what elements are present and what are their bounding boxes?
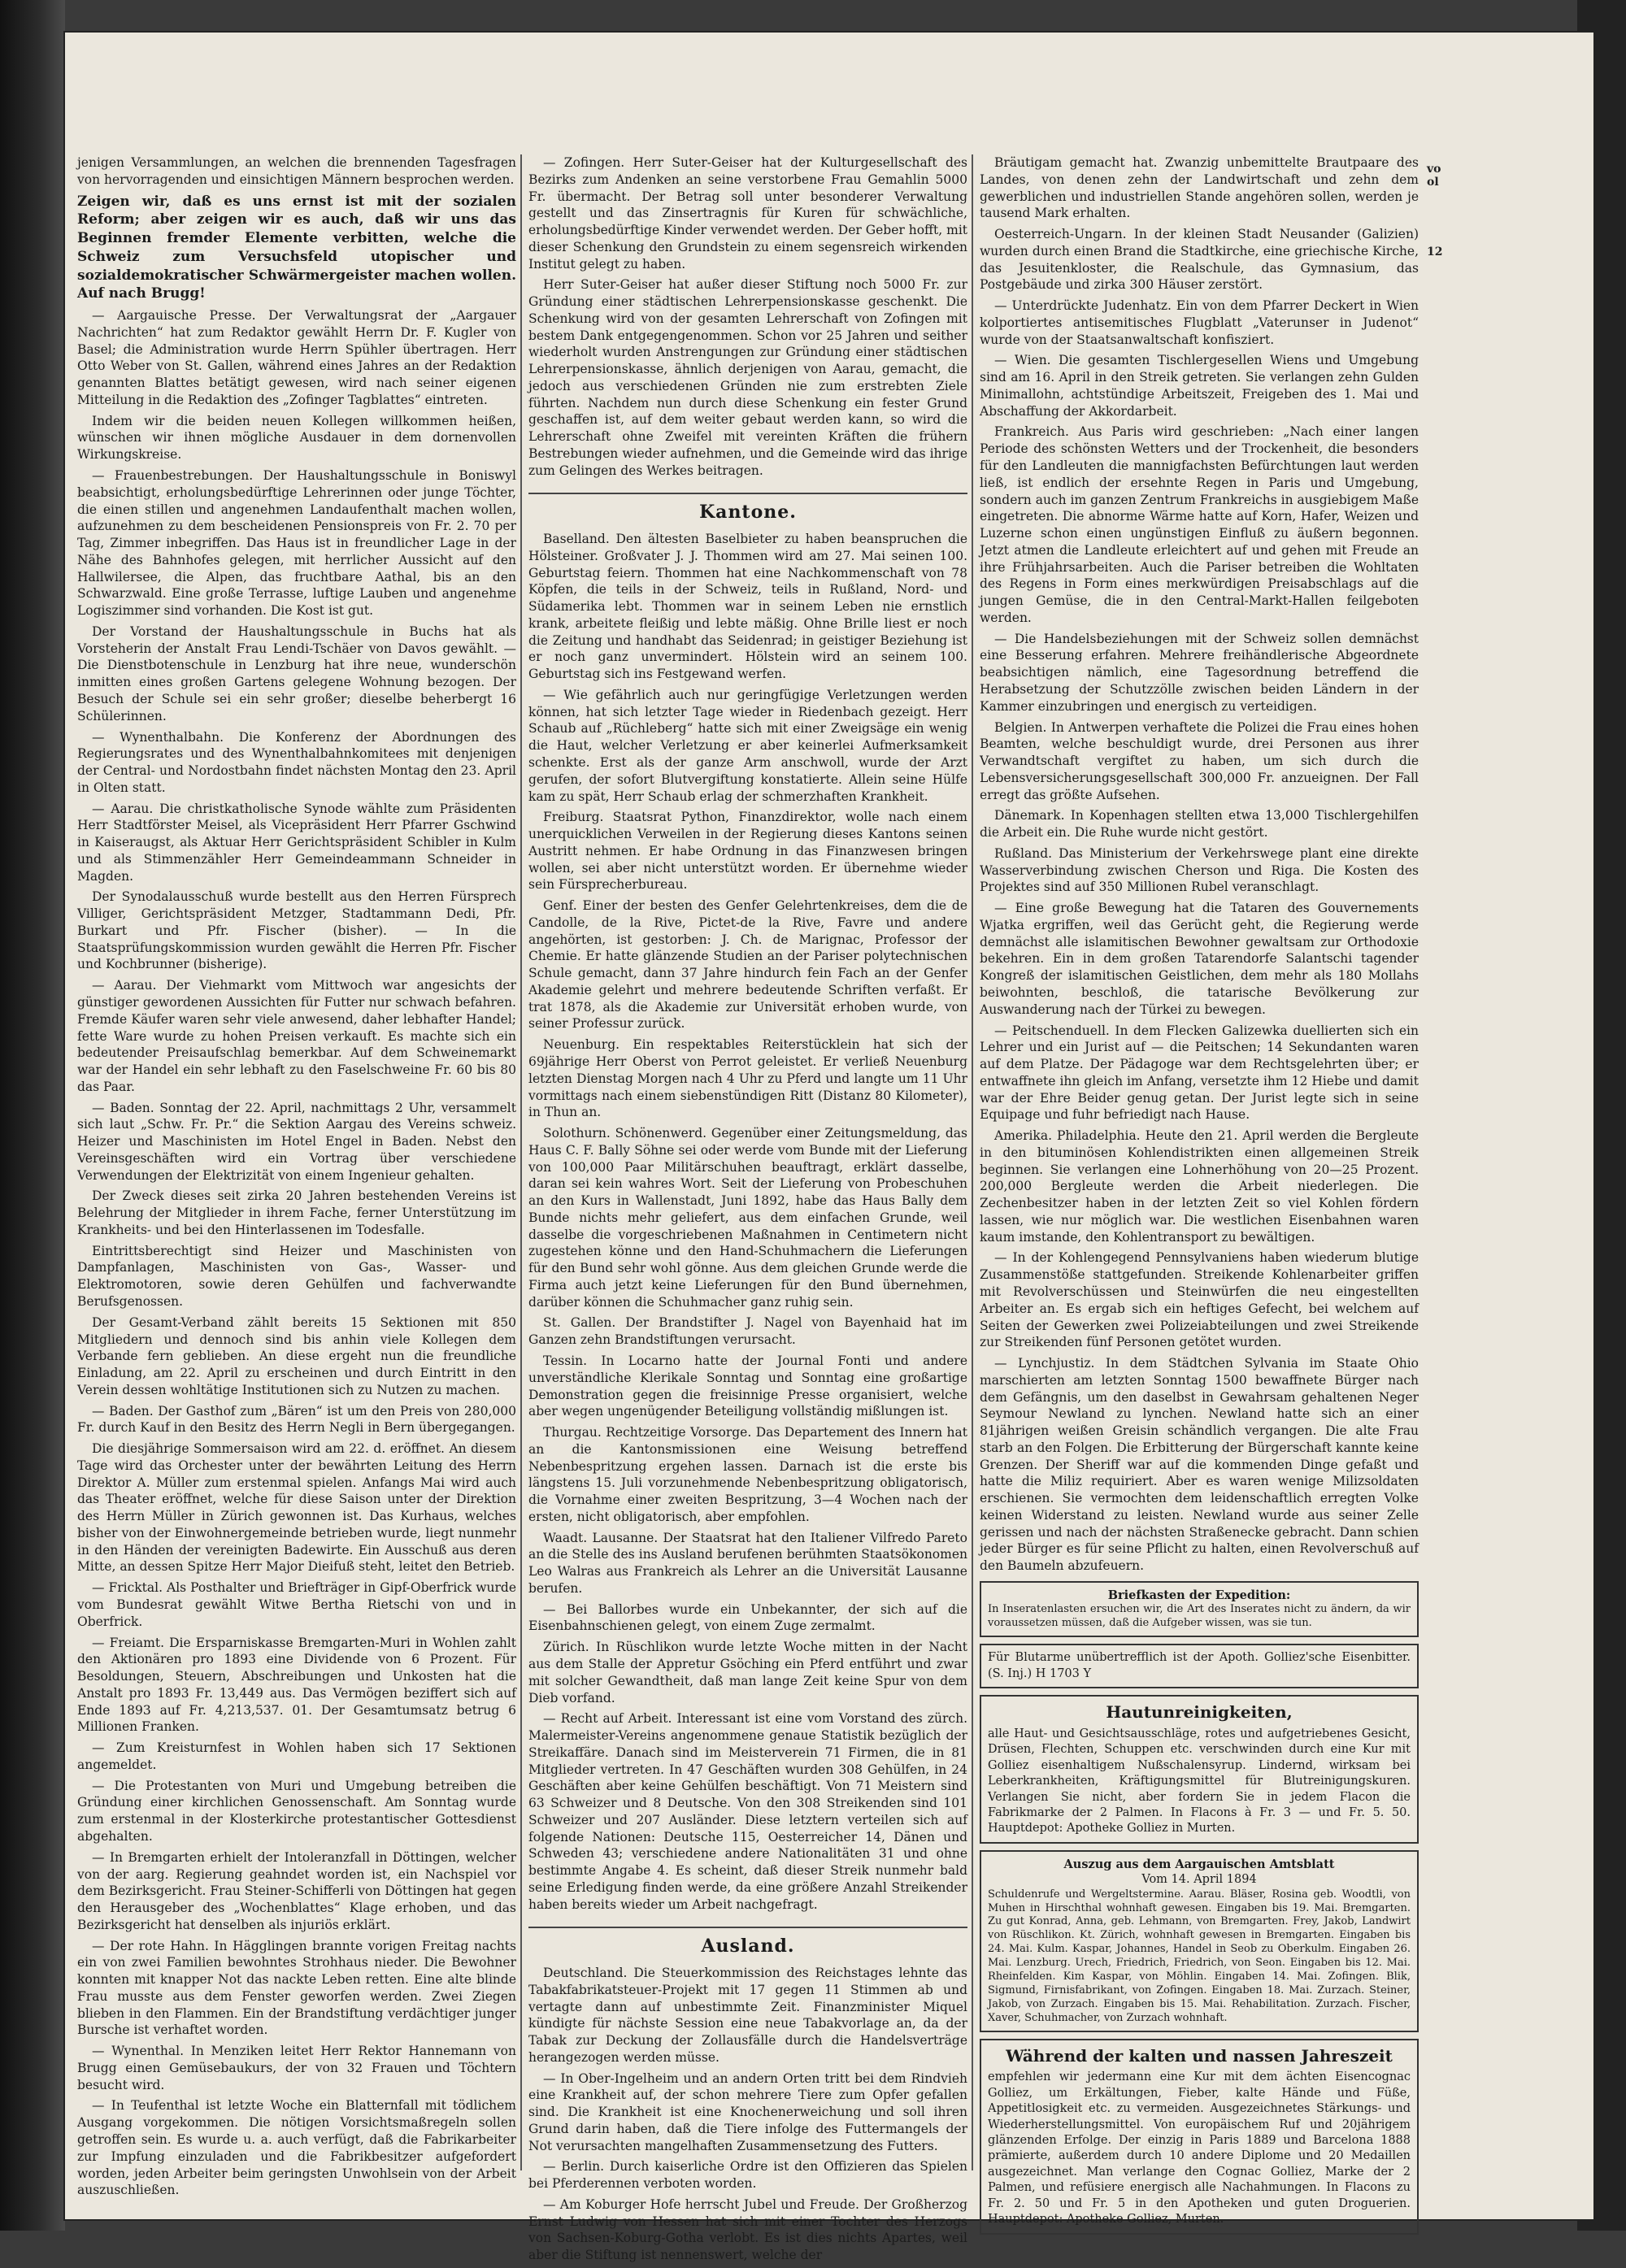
article-paragraph: Der Gesamt-Verband zählt bereits 15 Sektionen mit 850 Mitgliedern und dennoch sind bis anhin viele Kollegen dem Verbande fern geblieben. An diese ergeht nun die freundliche Einladung, am 22. April zu erscheinen und durch Eintritt in den Verein dessen wohltätige Institutionen sich zu Nutzen zu machen. (77, 1314, 516, 1397)
intro-paragraph: jenigen Versammlungen, an welchen die brennenden Tagesfragen von hervorragenden und einsichtigen Männern besprochen werden. (77, 155, 516, 187)
col2-items (528, 154, 967, 480)
section-heading-ausland: Ausland. (528, 1927, 967, 1958)
article-paragraph: — Unterdrückte Judenhatz. Ein von dem Pfarrer Deckert in Wien kolportiertes antisemitisches Flugblatt „Vaterunser in Judenot“ wurde von der Staatsanwaltschaft konfisziert. (980, 298, 1419, 347)
ausland-paragraph: — In Ober-Ingelheim und an andern Orten tritt bei dem Rindvieh eine Krankheit auf, der schon mehrere Tiere zum Opfer gefallen sind. Die Krankheit ist eine Knochenerweichung und soll ihren Grund darin haben, daß die Tiere infolge des Futtermangels der Not verursachten mangelhaften Zusammensetzung des Futters. (528, 2070, 967, 2153)
intro-paragraph: Zeigen wir, daß es uns ernst ist mit der sozialen Reform; aber zeigen wir es auch, daß wir uns das Beginnen fremder Elemente verbitten, welche die Schweiz zum Versuchsfeld utopischer und sozialdemokratischer Schwärmergeister machen wollen. Auf nach Brugg! (77, 193, 516, 302)
kantone-paragraph: — Bei Ballorbes wurde ein Unbekannter, der sich auf die Eisenbahnschienen gelegt, von einem Zuge zermalmt. (528, 1601, 967, 1634)
section-heading-kantone: Kantone. (528, 493, 967, 524)
article-paragraph: — Aargauische Presse. Der Verwaltungsrat der „Aargauer Nachrichten“ hat zum Redaktor gewählt Herrn Dr. F. Kugler von Basel; die Administration wurde Herrn Spühler übertragen. Herr Otto Weber von St. Gallen, während eines Jahres an der Redaktion genannten Blattes betätigt gewesen, wird nach seiner eigenen Mitteilung in die Redaktion des „Zofinger Tagblattes“ eintreten. (77, 308, 516, 407)
article-paragraph: Rußland. Das Ministerium der Verkehrswege plant eine direkte Wasserverbindung zwischen Cherson und Riga. Die Kosten des Projektes sind auf 350 Millionen Rubel veranschlagt. (980, 845, 1419, 895)
ad-eisenbitter (980, 1644, 1419, 1688)
ad-eisencognac (980, 2039, 1419, 2235)
kantone-paragraph: Freiburg. Staatsrat Python, Finanzdirektor, wolle nach einem unerquicklichen Verweilen in der Regierung dieses Kantons seinen Austritt nehmen. Er habe Ordnung in das Finanzwesen bringen wollen, sei aber nicht unterstützt worden. Er übernehme wieder sein Fürsprecherbureau. (528, 810, 967, 893)
briefkasten (980, 1581, 1419, 1637)
article-paragraph: — In der Kohlengegend Pennsylvaniens haben wiederum blutige Zusammenstöße stattgefunden. Streikende Kohlenarbeiter griffen mit Revolverschüssen und Steinwürfen die neu eingestellten Arbeiter an. Es ergab sich ein heftiges Gefecht, bei welchem auf Seiten der Gewerken zwei Polizeiabteilungen und zwei Streikende zur Streikenden fünf Personen getötet wurden. (980, 1250, 1419, 1350)
kantone-paragraph: Solothurn. Schönenwerd. Gegenüber einer Zeitungsmeldung, das Haus C. F. Bally Söhne sei oder werde vom Bunde mit der Lieferung von 100,000 Paar Militärschuhen beauftragt, erklärt dasselbe, daran sei kein wahres Wort. Seit der Lieferung von Probeschuhen an den Kurs in Wallenstadt, Juni 1892, habe das Haus Bally dem Bunde nichts mehr geliefert, aus dem einfachen Grunde, weil dasselbe die vorgeschriebenen Maßnahmen in Centimetern nicht zugestehen könne und den Hand-Schuhmachern die Lieferungen für den Bund sehr wohl gönne. Aus dem gleichen Grunde werde die Firma auch jetzt keine Lieferungen für den Bund übernehmen, darüber können die Schuhmacher ganz ruhig sein. (528, 1126, 967, 1310)
ausland-paragraph: — Am Koburger Hofe herrscht Jubel und Freude. Der Großherzog Ernst Ludwig von Hessen hat sich mit einer Tochter des Herzogs von Sachsen-Koburg-Gotha verlobt. Es ist dies nichts Apartes, weil aber die Stiftung ist nennenswert, welche der (528, 2196, 967, 2263)
column-3 (980, 154, 1419, 2241)
article-paragraph: — Aarau. Der Viehmarkt vom Mittwoch war angesichts der günstiger gewordenen Aussichten für Futter nur schwach befahren. Fremde Käufer waren sehr viele anwesend, daher lebhafter Handel; fette Ware wurde zu hohen Preisen verkauft. Es machte sich ein bedeutender Preisaufschlag bemerkbar. Auf dem Schweinemarkt war der Handel ein sehr lebhaft zu den Faselschweine Fr. 60 bis 80 das Paar. (77, 978, 516, 1094)
amtsblatt-date: Vom 14. April 1894 (1141, 1873, 1257, 1887)
ausland-paragraph: Deutschland. Die Steuerkommission des Reichstages lehnte das Tabakfabrikatsteuer-Projekt mit 17 gegen 11 Stimmen ab und vertagte dann auf unbestimmte Zeit. Finanzminister Miquel kündigte für nächste Session eine neue Tabakvorlage an, da der Tabak zur Deckung der Zollausfälle durch die Handelsverträge herangezogen werden müsse. (528, 1965, 967, 2065)
ad-eisencognac-text: empfehlen wir jedermann eine Kur mit dem ächten Eisencognac Golliez, um Erkältungen, Fieber, kalte Hände und Füße, Appetitlosigkeit etc. zu vermeiden. Ausgezeichnetes Stärkungs- und Wiederherstellungsmittel. Von europäischem Ruf und 20jährigem glänzenden Erfolge. Der einzig in Paris 1889 und Barcelona 1888 prämierte, außerdem durch 10 andere Diplome und 20 Medaillen ausgezeichnet. Man verlange den Cognac Golliez, Marke der 2 Palmen, und refüsiere energisch alle Nachahmungen. In Flacons zu Fr. 2. 50 und Fr. 5 in den Apotheken und guten Droguerien. Hauptdepot: Apotheke Golliez, Murten. (988, 2070, 1411, 2227)
kantone-paragraph: Genf. Einer der besten des Genfer Gelehrtenkreises, dem die de Candolle, de la Rive, Pictet-de la Rive, Favre und andere angehörten, ist gestorben: J. Ch. de Marignac, Professor der Chemie. Er hatte glänzende Studien an der Pariser polytechnischen Schule gemacht, dann 37 Jahre hindurch fein Fach an der Genfer Akademie gelehrt und mehrere bedeutende Schriften verfaßt. Er trat 1878, als die Akademie zur Universität erhoben wurde, von seiner Professur zurück. (528, 898, 967, 1032)
article-paragraph: — Fricktal. Als Posthalter und Briefträger in Gipf-Oberfrick wurde vom Bundesrat gewählt Witwe Bertha Rietschi von und in Oberfrick. (77, 1580, 516, 1629)
article-paragraph: — Die Protestanten von Muri und Umgebung betreiben die Gründung einer kirchlichen Genossenschaft. Am Sonntag wurde zum erstenmal in der Klosterkirche protestantischer Gottesdienst abgehalten. (77, 1778, 516, 1844)
kantone-paragraph: Neuenburg. Ein respektables Reiterstücklein hat sich der 69jährige Herr Oberst von Perrot geleistet. Er verließ Neuenburg letzten Dienstag Morgen nach 4 Uhr zu Pferd und langte um 11 Uhr vormittags nach einem siebenstündigen Ritt (Distanz 80 Kilometer), in Thun an. (528, 1037, 967, 1120)
article-paragraph: — Freiamt. Die Ersparniskasse Bremgarten-Muri in Wohlen zahlt den Aktionären pro 1893 eine Dividende von 6 Prozent. Für Besoldungen, Steuern, Abschreibungen und Unkosten hat die Anstalt pro 1893 Fr. 13,449 aus. Das Vermögen beziffert sich auf Ende 1893 auf Fr. 4,213,537. 01. Der Gesamtumsatz betrug 6 Millionen Franken. (77, 1635, 516, 1735)
ad-hautunreinigkeiten (980, 1695, 1419, 1844)
kantone-paragraph: Waadt. Lausanne. Der Staatsrat hat den Italiener Vilfredo Pareto an die Stelle des ins Ausland berufenen berühmten Staatsökonomen Leo Walras aus Frankreich als Lehrer an die Universität Lausanne berufen. (528, 1530, 967, 1596)
article-paragraph: Dänemark. In Kopenhagen stellten etwa 13,000 Tischlergehilfen die Arbeit ein. Die Ruhe wurde nicht gestört. (980, 808, 1419, 841)
margin-fragment: vo (1427, 163, 1441, 176)
article-paragraph: Der Zweck dieses seit zirka 20 Jahren bestehenden Vereins ist Belehrung der Mitglieder in ihrem Fache, ferner Unterstützung im Krankheits- und bei den Hinterlassenen im Todesfalle. (77, 1188, 516, 1237)
article-paragraph: Frankreich. Aus Paris wird geschrieben: „Nach einer langen Periode des schönsten Wetters und der Trockenheit, die besonders für den Landleuten die mannigfachsten Befürchtungen laut werden ließ, ist endlich der ersehnte Regen in Paris und Umgebung, sondern auch im ganzen Zentrum Frankreichs in ausgiebigem Maße eingetreten. Die abnorme Wärme hatte auf Korn, Hafer, Weizen und Luzerne schon einen ungünstigen Einfluß zu äußern begonnen. Jetzt atmen die Landleute erleichtert auf und gehen mit Freude an ihre Frühjahrsarbeiten. Auch die Pariser betreiben die Wohltaten des Regens in Form eines merkwürdigen Preisabschlags auf die jungen Gemüse, die in den Central-Markt-Hallen feilgeboten werden. (980, 424, 1419, 625)
article-paragraph: — Die Handelsbeziehungen mit der Schweiz sollen demnächst eine Besserung erfahren. Mehrere freihändlerische Abgeordnete beabsichtigen nämlich, eine Tagesordnung betreffend die Herabsetzung der Schutzzölle zwischen beiden Ländern in der Kammer einzubringen und energisch zu verteidigen. (980, 631, 1419, 714)
article-paragraph: — Aarau. Die christkatholische Synode wählte zum Präsidenten Herr Stadtförster Meisel, als Vicepräsident Herr Pfarrer Gschwind in Kaiseraugst, als Aktuar Herr Gerichtspräsident Schibler in Kulm und als Stimmenzähler Herr Gemeindeammann Schneider in Magden. (77, 801, 516, 884)
amtsblatt-text: Schuldenrufe und Wergeltstermine. Aarau. Bläser, Rosina geb. Woodtli, von Muhen in Hirschthal wohnhaft gewesen. Eingaben bis 19. Mai. Bremgarten. Zu gut Konrad, Anna, geb. Lehmann, von Bremgarten. Frey, Jakob, Landwirt von Rüschlikon. Kt. Zürich, wohnhaft gewesen in Bremgarten. Eingaben bis 24. Mai. Kulm. Kaspar, Johannes, Handel in Seob zu Oberkulm. Eingaben 26. Mai. Lenzburg. Urech, Friedrich, Friedrich, von Seon. Eingaben bis 12. Mai. Rheinfelden. Kim Kaspar, von Möhlin. Eingaben 14. Mai. Zofingen. Blik, Sigmund, Firnisfabrikant, von Zofingen. Eingaben 18. Mai. Zurzach. Steiner, Jakob, von Zurzach. Eingaben bis 15. Mai. Rehabilitation. Zurzach. Fischer, Xaver, Schuhmacher, von Zurzach wohnhaft. (988, 1888, 1411, 2024)
kantone-paragraph: Thurgau. Rechtzeitige Vorsorge. Das Departement des Innern hat an die Kantonsmissionen eine Weisung betreffend Nebenbespritzung ergehen lassen. Darnach ist die erste bis längstens 15. Juli vorzunehmende Nebenbespritzung obligatorisch, die Vornahme einer zweiten Bespritzung, 3—4 Wochen nach der ersten, nicht obligatorisch, aber empfohlen. (528, 1425, 967, 1524)
ausland-items (528, 1965, 967, 2264)
article-paragraph: — Der rote Hahn. In Hägglingen brannte vorigen Freitag nachts ein von zwei Familien bewohntes Strohhaus nieder. Die Bewohner konnten mit knapper Not das nackte Leben retten. Eine alte blinde Frau musste aus dem Fenster geworfen werden. Zwei Ziegen blieben in den Flammen. Ein der Brandstiftung verdächtiger junger Bursche ist verhaftet worden. (77, 1938, 516, 2038)
article-paragraph: — In Teufenthal ist letzte Woche ein Blatternfall mit tödlichem Ausgang vorgekommen. Die nötigen Vorsichtsmaßregeln sollen getroffen sein. Es wurde u. a. auch verfügt, daß die Fabrikarbeiter zur Impfung einzuladen und die Fabrikbesitzer aufgefordert worden, jeden Arbeiter beim geringsten Unwohlsein von der Arbeit auszuschließen. (77, 2098, 516, 2198)
kantone-paragraph: — Recht auf Arbeit. Interessant ist eine vom Vorstand des zürch. Malermeister-Vereins angenommene genaue Statistik bezüglich der Streikaffäre. Danach sind im Meisterverein 71 Firmen, die in 81 Mitglieder vertreten. In 47 Geschäften wurden 308 Gehülfen, in 24 Geschäften aber keine Gehülfen beschäftigt. Von 71 Meistern sind 63 Schweizer und 8 Deutsche. Von den 308 Streikenden sind 101 Schweizer und 207 Ausländer. Diese letztern verteilen sich auf folgende Nationen: Deutsche 115, Oesterreicher 14, Dänen und Schweden 43; verschiedene andere Nationalitäten 31 und ohne bestimmte Angabe 4. Es scheint, daß dieser Streik nunmehr bald seine Erledigung finden werde, da eine größere Anzahl Streikender haben bereits wieder um Arbeit nachgefragt. (528, 1711, 967, 1912)
ad-eisenbitter-text: Für Blutarme unübertrefflich ist der Apoth. Golliez'sche Eisenbitter. (S. Inj.) H 1703 Y (988, 1651, 1411, 1680)
article-paragraph: Herr Suter-Geiser hat außer dieser Stiftung noch 5000 Fr. zur Gründung einer städtischen Lehrerpensionskasse geschenkt. Die Schenkung wird von der gesamten Lehrerschaft von Zofingen mit bestem Dank entgegengenommen. Schon vor 25 Jahren und seither wiederholt wurden Anstrengungen zur Gründung einer städtischen Lehrerpensionskasse, ähnlich derjenigen von Aarau, gemacht, die jedoch aus verschiedenen Gründen nie zum erstrebten Ziele führten. Nachdem nun durch diese Schenkung ein fester Grund geschaffen ist, auf dem weiter gebaut werden kann, so wird die Lehrerschaft ohne Zweifel mit vereinten Kräften die frühern Bestrebungen wieder aufnehmen, und die Gemeinde wird das ihrige zum Gelingen des Werkes beitragen. (528, 277, 967, 478)
briefkasten-text: In Inseratenlasten ersuchen wir, die Art des Inserates nicht zu ändern, da wir voraussetzen müssen, daß die Aufgeber wissen, was sie tun. (988, 1603, 1411, 1630)
article-paragraph: — Wynenthal. In Menziken leitet Herr Rektor Hannemann von Brugg einen Gemüsebaukurs, der von 32 Frauen und Töchtern besucht wird. (77, 2044, 516, 2092)
article-paragraph: — Wien. Die gesamten Tischlergesellen Wiens und Umgebung sind am 16. April in den Streik getreten. Sie verlangen zehn Gulden Minimallohn, achtstündige Arbeitszeit, Freigeben des 1. Mai und Abschaffung der Akkordarbeit. (980, 353, 1419, 419)
article-paragraph: — Baden. Der Gasthof zum „Bären“ ist um den Preis von 280,000 Fr. durch Kauf in den Besitz des Herrn Negli in Bern übergegangen. (77, 1403, 516, 1436)
ad-eisencognac-title: Während der kalten und nassen Jahreszeit (1006, 2045, 1393, 2066)
article-paragraph: — Eine große Bewegung hat die Tataren des Gouvernements Wjatka ergriffen, weil das Gerücht geht, die Regierung werde demnächst alle islamitischen Bewohner gewaltsam zur Orthodoxie bekehren. Ein in dem großen Tatarendorfe Salantschi tagender Kongreß der islamitischen Geistlichen, dem mehr als 180 Mollahs beiwohnten, beschloß, die tatarische Bevölkerung zur Auswanderung nach der Türkei zu bewegen. (980, 901, 1419, 1017)
article-paragraph: Indem wir die beiden neuen Kollegen willkommen heißen, wünschen wir ihnen mögliche Ausdauer in dem dornenvollen Wirkungskreise. (77, 413, 516, 463)
article-paragraph: Belgien. In Antwerpen verhaftete die Polizei die Frau eines hohen Beamten, welche beschuldigt wurde, drei Personen aus ihrer Verwandtschaft vergiftet zu haben, um sich durch die Lebensversicherungsgesellschaft 300,000 Fr. anzueignen. Der Fall erregt das größte Aufsehen. (980, 719, 1419, 802)
article-paragraph: Oesterreich-Ungarn. In der kleinen Stadt Neusander (Galizien) wurden durch einen Brand die Stadtkirche, eine griechische Kirche, das Jesuitenkloster, die Realschule, das Gymnasium, das Postgebäude und zirka 300 Häuser zerstört. (980, 227, 1419, 293)
column-2 (528, 154, 967, 2268)
ad-hautunreinigkeiten-title: Hautunreinigkeiten, (1106, 1702, 1293, 1723)
kantone-paragraph: Tessin. In Locarno hatte der Journal Fonti und andere unverständliche Klerikale Sonntag und Sonntag eine großartige Demonstration gegen die freisinnige Presse organisiert, welche aber wegen ungenügender Beteiligung vollständig mißlungen ist. (528, 1353, 967, 1419)
article-paragraph: — Zofingen. Herr Suter-Geiser hat der Kulturgesellschaft des Bezirks zum Andenken an seine verstorbene Frau Gemahlin 5000 Fr. übermacht. Der Betrag soll unter besonderer Verwaltung gestellt und das Zinsertragnis für Kuren für schwächliche, erholungsbedürftige Kinder verwendet werden. Der Geber hofft, mit dieser Schenkung den Grundstein zu einem segensreich wirkenden Institut gelegt zu haben. (528, 155, 968, 272)
margin-fragment: ol (1427, 176, 1439, 189)
book-binding (0, 0, 65, 2231)
amtsblatt-excerpt (980, 1850, 1419, 2032)
ausland-paragraph: — Berlin. Durch kaiserliche Ordre ist den Offizieren das Spielen bei Pferderennen verboten worden. (528, 2159, 967, 2192)
article-paragraph: Der Synodalausschuß wurde bestellt aus den Herren Fürsprech Villiger, Gerichtspräsident Metzger, Stadtammann Dedi, Pfr. Burkart und Pfr. Fischer (bisher). — In die Staatsprüfungskommission wurden gewählt die Herren Pfr. Fischer und Kochbrunner (bisherige). (77, 889, 516, 972)
column-rule-2 (972, 154, 973, 2170)
article-paragraph: Eintrittsberechtigt sind Heizer und Maschinisten von Dampfanlagen, Maschinisten von Gas-, Wasser- und Elektromotoren, sowie deren Gehülfen und fachverwandte Berufsgenossen. (77, 1243, 516, 1309)
article-paragraph: — Wynenthalbahn. Die Konferenz der Abordnungen des Regierungsrates und des Wynenthalbahnkomitees mit denjenigen der Central- und Nordostbahn findet nächsten Montag den 23. April in Olten statt. (77, 729, 516, 795)
amtsblatt-title: Auszug aus dem Aargauischen Amtsblatt (1063, 1857, 1335, 1871)
col3-items (980, 154, 1419, 1575)
briefkasten-title: Briefkasten der Expedition: (1107, 1588, 1291, 1603)
article-paragraph: — In Bremgarten erhielt der Intoleranzfall in Döttingen, welcher von der aarg. Regierung geahndet worden ist, ein Nachspiel vor dem Bezirksgericht. Frau Steiner-Schifferli von Döttingen hat gegen den Herausgeber des „Wochenblattes“ Klage erhoben, und das Bezirksgericht hat denselben als injuriös erklärt. (77, 1849, 516, 1932)
article-paragraph: — Baden. Sonntag der 22. April, nachmittags 2 Uhr, versammelt sich laut „Schw. Fr. Pr.“ die Sektion Aargau des Vereins schweiz. Heizer und Maschinisten im Hotel Engel in Baden. Nebst den Vereinsgeschäften wird ein Vortrag über verschiedene Verwendungen der Elektrizität von einem Ingenieur gehalten. (77, 1100, 516, 1183)
article-paragraph: — Lynchjustiz. In dem Städtchen Sylvania im Staate Ohio marschierten am letzten Sonntag 1500 bewaffnete Bürger nach dem Gefängnis, um den daselbst in Gewahrsam gehaltenen Neger Seymour Newland zu lynchen. Newland hatte sich an einer 81jährigen weißen Greisin schändlich vergangen. Die alte Frau starb an den Folgen. Die Erbitterung der Bürgerschaft kannte keine Grenzen. Der Sheriff war auf die kommenden Dinge gefaßt und hatte die Miliz requiriert. Aber es waren wenige Milizsoldaten erschienen. Sie vermochten dem leidenschaftlich erregten Volke keinen Widerstand zu leisten. Newland wurde aus seiner Zelle gerissen und nach der nächsten Straßenecke gebracht. Dann schien jeder Bürger es für seine Pflicht zu halten, einen Revolverschuß auf den Baumeln abzufeuern. (980, 1356, 1419, 1574)
kantone-paragraph: Baselland. Den ältesten Baselbieter zu haben beanspruchen die Hölsteiner. Großvater J. J. Thommen wird am 27. Mai seinen 100. Geburtstag feiern. Thommen hat eine Nachkommenschaft von 78 Köpfen, die teils in der Schweiz, teils in Rußland, Nord- und Südamerika lebt. Thommen war in seinem Leben nie ernstlich krank, arbeitete fleißig und lebte mäßig. Ohne Brille liest er noch die Zeitung und handhabt das Seidenrad; in geistiger Beziehung ist er noch ganz unvermindert. Hölstein wird an seinem 100. Geburtstag sich ins Festgewand werfen. (528, 532, 967, 682)
ad-hautunreinigkeiten-text: alle Haut- und Gesichtsausschläge, rotes und aufgetriebenes Gesicht, Drüsen, Flechten, Schuppen etc. verschwinden durch eine Kur mit Golliez eisenhaltigem Nußschalensyrup. Lindernd, wirksam bei Leberkrankheiten, Kräftigungsmittel für Blutreinigungskuren. Verlangen Sie nicht, aber fordern Sie in jedem Flacon die Fabrikmarke der 2 Palmen. In Flacons à Fr. 3 — und Fr. 5. 50. Hauptdepot: Apotheke Golliez in Murten. (988, 1727, 1411, 1836)
article-paragraph: Amerika. Philadelphia. Heute den 21. April werden die Bergleute in den bituminösen Kohlendistrikten einen allgemeinen Streik beginnen. Sie verlangen eine Lohnerhöhung von 20—25 Prozent. 200,000 Bergleute werden die Arbeit niederlegen. Die Zechenbesitzer haben in der letzten Zeit so viel Kohlen fördern lassen, wie nur möglich war. Die westlichen Eisenbahnen waren kaum imstande, den Kohlentransport zu bewältigen. (980, 1128, 1419, 1245)
article-paragraph: Der Vorstand der Haushaltungsschule in Buchs hat als Vorsteherin der Anstalt Frau Lendi-Tschäer von Davos gewählt. — Die Dienstbotenschule in Lenzburg hat ihre neue, wunderschön inmitten eines großen Gartens gelegene Wohnung bezogen. Der Besuch der Schule sei ein sehr großer; dieselbe beherbergt 16 Schülerinnen. (77, 623, 516, 723)
column-rule-1 (520, 154, 522, 2170)
kantone-paragraph: — Wie gefährlich auch nur geringfügige Verletzungen werden können, hat sich letzter Tage wieder in Riedenbach gezeigt. Herr Schaub auf „Rüchleberg“ hatte sich mit einer Zweigsäge ein wenig die Haut, welcher Verletzung er aber keinerlei Aufmerksamkeit schenkte. Erst als der ganze Arm anschwoll, wurde der Arzt gerufen, der sofort Blutvergiftung konstatierte. Allein seine Hülfe kam zu spät, Herr Schaub erlag der schmerzhaften Krankheit. (528, 687, 967, 804)
kantone-items (528, 531, 967, 1913)
article-paragraph: — Frauenbestrebungen. Der Haushaltungsschule in Boniswyl beabsichtigt, erholungsbedürftige Lehrerinnen oder junge Töchter, die einen stillen und angenehmen Landaufenthalt machen wollen, aufzunehmen zu dem bescheidenen Pensionspreis von Fr. 2. 70 per Tag, Zimmer inbegriffen. Das Haus ist in freundlicher Lage in der Nähe des Bahnhofes gelegen, mit herrlicher Aussicht auf den Hallwilersee, die Alpen, das fruchtbare Aathal, bis an den Schwarzwald. Eine große Terrasse, luftige Lauben und angenehme Logiszimmer sind vorhanden. Die Kost ist gut. (77, 468, 516, 619)
column-1 (77, 154, 516, 2203)
article-paragraph: — Peitschenduell. In dem Flecken Galizewka duellierten sich ein Lehrer und ein Jurist auf — die Peitschen; 14 Sekundanten waren auf dem Platze. Der Pädagoge war dem Rechtsgelehrten über; er entwaffnete ihn gleich im Anfang, versetzte ihm 12 Hiebe und damit war der Ehre Beider genug getan. Der Jurist legte sich in seine Equipage und fuhr befriedigt nach Hause. (980, 1023, 1419, 1123)
kantone-paragraph: St. Gallen. Der Brandstifter J. Nagel von Bayenhaid hat im Ganzen zehn Brandstiftungen verursacht. (528, 1315, 967, 1348)
col1-items (77, 307, 516, 2199)
margin-fragment: 12 (1427, 245, 1443, 259)
margin-fragments (1427, 163, 1442, 259)
kantone-paragraph: Zürich. In Rüschlikon wurde letzte Woche mitten in der Nacht aus dem Stalle der Appretur Gsöching ein Pferd entführt und zwar mit solcher Gewandtheit, daß man lange Zeit keine Spur von dem Dieb vorfand. (528, 1640, 967, 1705)
article-paragraph: Die diesjährige Sommersaison wird am 22. d. eröffnet. An diesem Tage wird das Orchester unter der bewährten Leitung des Herrn Direktor A. Müller zum erstenmal spielen. Anfangs Mai wird auch das Theater eröffnet, welche für diese Saison unter der Direktion des Herrn Müller in Zürich gewonnen ist. Das Kurhaus, welches bisher von der Einwohnergemeinde betrieben wurde, liegt nunmehr in den Händen der vereinigten Badewirte. Ein Ausschuß aus deren Mitte, an dessen Spitze Herr Major Dieifuß steht, leitet den Betrieb. (77, 1441, 516, 1575)
article-paragraph: Bräutigam gemacht hat. Zwanzig unbemittelte Brautpaare des Landes, von denen zehn der Landwirtschaft und zehn dem gewerblichen und industriellen Stande angehören sollen, werden je tausend Mark erhalten. (980, 155, 1419, 221)
article-paragraph: — Zum Kreisturnfest in Wohlen haben sich 17 Sektionen angemeldet. (77, 1740, 516, 1772)
